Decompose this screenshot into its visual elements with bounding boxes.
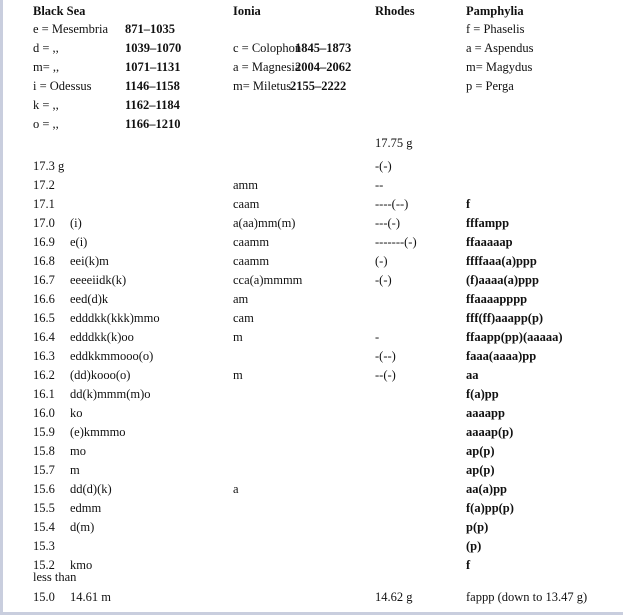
last-row-weight: 15.0 [33,590,55,604]
row-pamphylia: f [466,197,471,211]
row-black-sea: edmm [70,501,102,515]
row-ionia: am [233,292,249,306]
legend-label: p = Perga [466,79,514,93]
row-pamphylia: f(a)pp(p) [466,501,514,515]
row-pamphylia: ffaaaapppp [466,292,528,306]
row-black-sea: m [70,463,80,477]
row-weight: 17.1 [33,197,55,211]
row-black-sea: e(i) [70,235,88,249]
legend-label: d = ,, [33,41,59,55]
row-rhodes: -(-) [375,159,392,173]
frame-border-left [0,0,3,615]
header-pamphylia: Pamphylia [466,4,524,18]
row-weight: 16.5 [33,311,55,325]
last-row-black-sea: 14.61 m [70,590,111,604]
row-pamphylia: f [466,558,471,572]
row-weight: 16.7 [33,273,55,287]
row-ionia: cam [233,311,254,325]
row-rhodes: ---(-) [375,216,400,230]
row-weight: 15.8 [33,444,55,458]
row-weight: 16.1 [33,387,55,401]
row-weight: 17.0 [33,216,55,230]
row-rhodes: (-) [375,254,388,268]
row-pamphylia: fffampp [466,216,510,230]
row-black-sea: eddkkmmooo(o) [70,349,154,363]
last-row-rhodes: 14.62 g [375,590,413,604]
row-pamphylia: f(a)pp [466,387,499,401]
header-black-sea: Black Sea [33,4,86,18]
row-black-sea: (e)kmmmo [70,425,126,439]
row-black-sea: dd(k)mmm(m)o [70,387,151,401]
row-black-sea: eed(d)k [70,292,109,306]
legend-range: 1162–1184 [125,98,180,112]
legend-label: c = Colophon [233,41,302,55]
row-pamphylia: aaaap(p) [466,425,514,439]
row-pamphylia: aa(a)pp [466,482,507,496]
row-black-sea: (dd)kooo(o) [70,368,131,382]
row-weight: 16.2 [33,368,55,382]
row-ionia: caamm [233,235,270,249]
row-pamphylia: aaaapp [466,406,505,420]
row-black-sea: edddkk(kkk)mmo [70,311,160,325]
row-black-sea: edddkk(k)oo [70,330,134,344]
row-black-sea: dd(d)(k) [70,482,112,496]
row-rhodes: - [375,330,380,344]
legend-label: a = Aspendus [466,41,534,55]
row-ionia: m [233,330,243,344]
legend-label: f = Phaselis [466,22,525,36]
row-ionia: caam [233,197,260,211]
row-black-sea: eeeeiidk(k) [70,273,127,287]
row-pamphylia: ffaaaaap [466,235,513,249]
row-pamphylia: ap(p) [466,444,495,458]
legend-label: a = Magnesia [233,60,301,74]
row-black-sea: eei(k)m [70,254,109,268]
legend-range: 2004–2062 [295,60,352,74]
row-ionia: cca(a)mmmm [233,273,303,287]
row-pamphylia: faaa(aaaa)pp [466,349,537,363]
row-weight: 17.2 [33,178,55,192]
row-pamphylia: aa [466,368,479,382]
row-rhodes: -(-) [375,273,392,287]
row-weight: 15.3 [33,539,55,553]
legend-label: o = ,, [33,117,59,131]
row-rhodes: -(--) [375,349,396,363]
row-rhodes: -------(-) [375,235,417,249]
row-ionia: a [233,482,239,496]
row-weight: 16.6 [33,292,55,306]
legend-range: 1166–1210 [125,117,181,131]
row-weight: 15.5 [33,501,55,515]
row-weight: 17.3 g [33,159,65,173]
row-rhodes: -- [375,178,384,192]
row-rhodes: ----(--) [375,197,409,211]
legend-label: i = Odessus [33,79,92,93]
row-black-sea: (i) [70,216,82,230]
row-rhodes: --(-) [375,368,396,382]
row-weight: 16.8 [33,254,55,268]
row-pamphylia: ap(p) [466,463,495,477]
legend-label: m= Miletus [233,79,292,93]
legend-label: m= Magydus [466,60,533,74]
row-weight: 15.7 [33,463,55,477]
legend-range: 1071–1131 [125,60,181,74]
row-weight: 16.0 [33,406,55,420]
legend-label: k = ,, [33,98,59,112]
row-weight: 15.9 [33,425,55,439]
row-ionia: amm [233,178,258,192]
header-rhodes: Rhodes [375,4,415,18]
legend-range: 1146–1158 [125,79,180,93]
row-ionia: caamm [233,254,270,268]
row-weight: 16.9 [33,235,55,249]
legend-range: 1845–1873 [295,41,352,55]
row-black-sea: ko [70,406,83,420]
row-ionia: a(aa)mm(m) [233,216,296,230]
row-ionia: m [233,368,243,382]
row-black-sea: kmo [70,558,93,572]
row-pamphylia: ffffaaa(a)ppp [466,254,537,268]
row-pamphylia: (p) [466,539,482,553]
legend-range: 1039–1070 [125,41,182,55]
row-weight: 16.3 [33,349,55,363]
row-pamphylia: fff(ff)aaapp(p) [466,311,544,325]
row-weight: 15.2 [33,558,55,572]
row-pamphylia: ffaapp(pp)(aaaaa) [466,330,563,344]
legend-label: e = Mesembria [33,22,109,36]
rhodes-top-weight: 17.75 g [375,136,413,150]
legend-label: m= ,, [33,60,60,74]
header-ionia: Ionia [233,4,261,18]
last-row-pamphylia: fappp (down to 13.47 g) [466,590,588,604]
less-than-label: less than [33,570,77,584]
row-black-sea: d(m) [70,520,95,534]
row-pamphylia: (f)aaaa(a)ppp [466,273,539,287]
row-pamphylia: p(p) [466,520,489,534]
row-weight: 15.6 [33,482,55,496]
row-weight: 15.4 [33,520,55,534]
row-weight: 16.4 [33,330,55,344]
legend-range: 871–1035 [125,22,175,36]
legend-range: 2155–2222 [290,79,347,93]
row-black-sea: mo [70,444,86,458]
